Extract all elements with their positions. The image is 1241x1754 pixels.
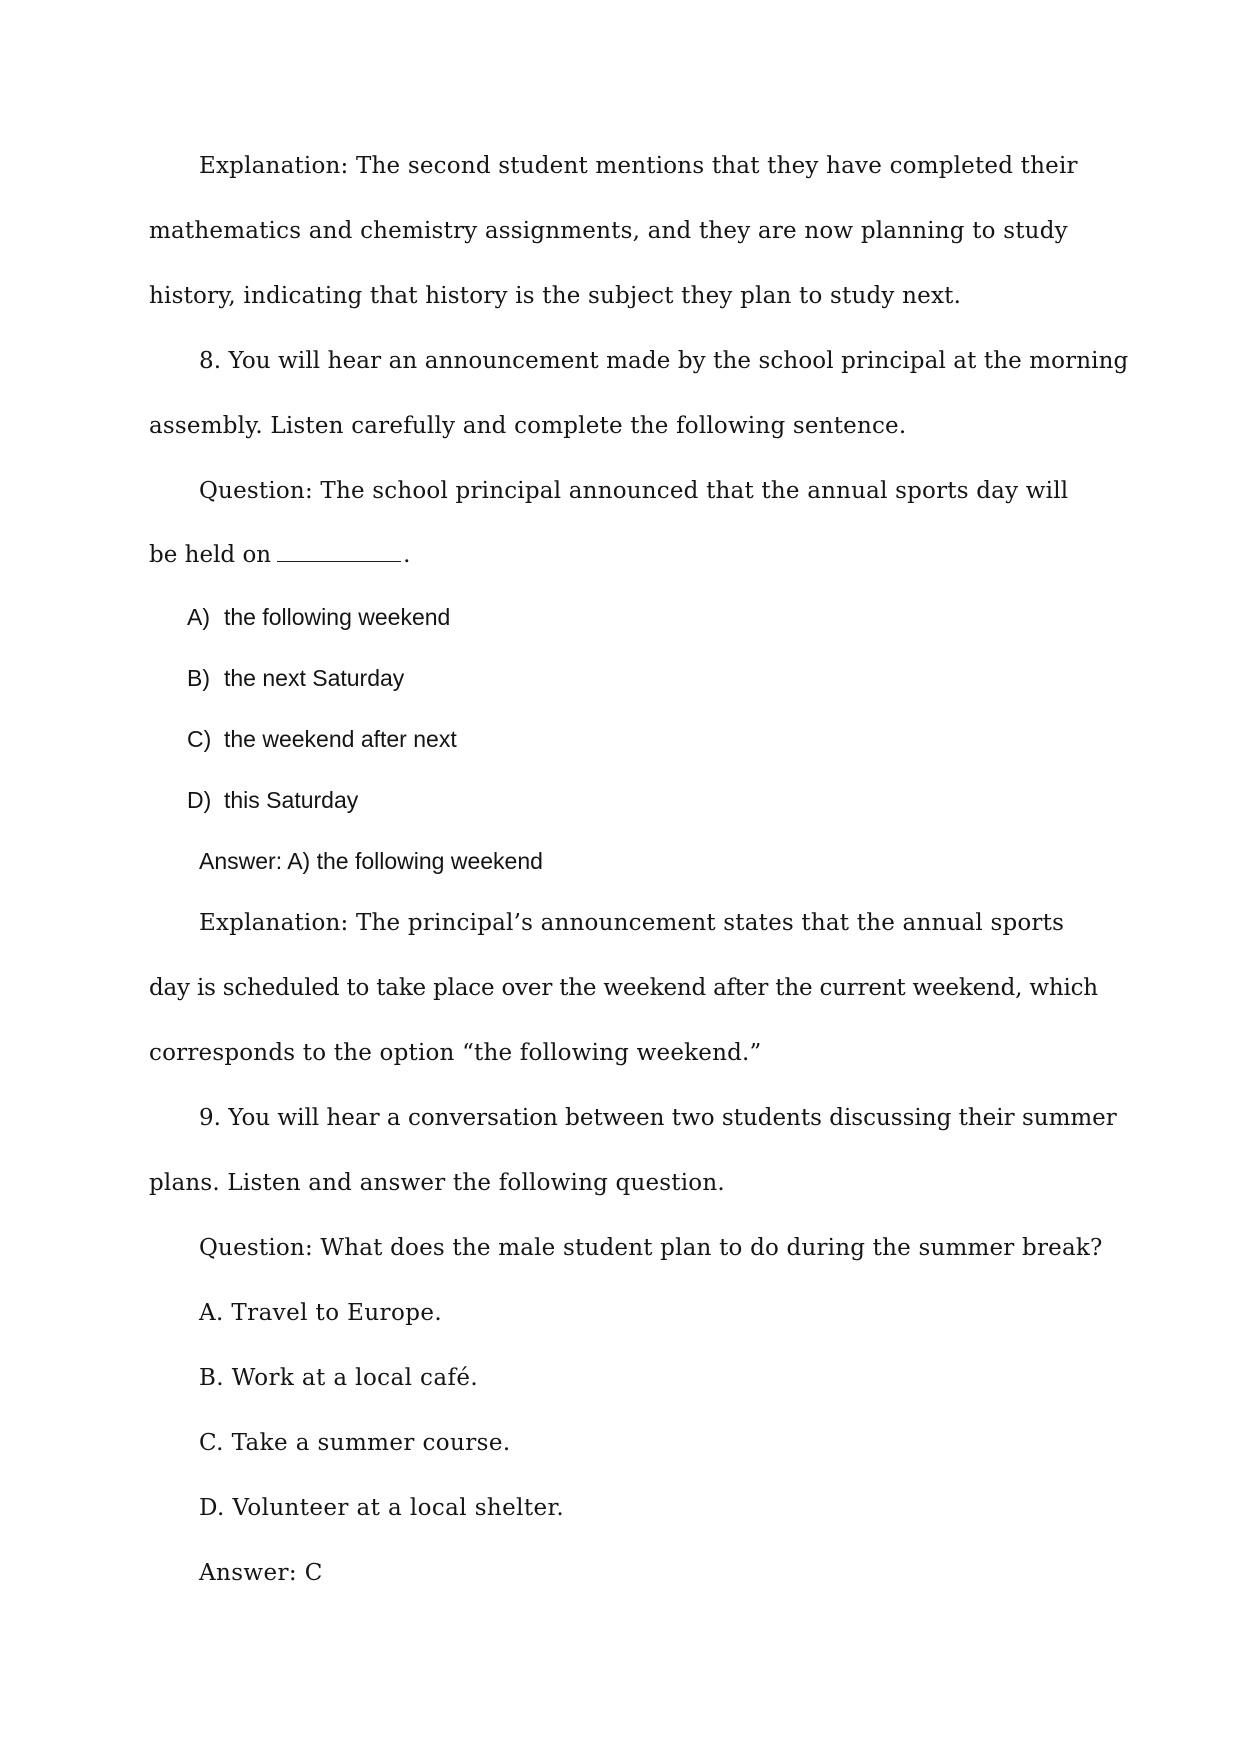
option-c-label: C) [187, 726, 212, 752]
option-d-label: D) [187, 787, 212, 813]
question-8-answer: Answer: A) the following weekend [199, 848, 543, 874]
question-9-answer: Answer: C [199, 1560, 323, 1586]
question-9-option-b: B. Work at a local café. [199, 1365, 479, 1391]
option-a-text: the following weekend [224, 604, 451, 630]
question-8-explanation-line-2: day is scheduled to take place over the weekend after the current weekend, which [149, 975, 1098, 1001]
option-b-label: B) [187, 665, 210, 691]
option-d-text: this Saturday [224, 787, 359, 813]
question-8-prompt-line-1: 8. You will hear an announcement made by the school principal at the morning [199, 348, 1129, 374]
question-9-option-a: A. Travel to Europe. [199, 1300, 443, 1326]
question-8-option-c [187, 728, 457, 751]
option-a-label: A) [187, 604, 210, 630]
question-8-text-start: be held on [149, 542, 272, 568]
answer-blank [277, 545, 401, 562]
option-c-text: the weekend after next [224, 726, 457, 752]
option-b-text: the next Saturday [224, 665, 405, 691]
question-8-option-d [187, 789, 358, 812]
question-9-text: Question: What does the male student plan to do during the summer break? [199, 1235, 1103, 1261]
explanation-7-line-3: history, indicating that history is the subject they plan to study next. [149, 283, 962, 309]
question-8-prompt-line-2: assembly. Listen carefully and complete the following sentence. [149, 413, 907, 439]
question-9-prompt-line-2: plans. Listen and answer the following question. [149, 1170, 725, 1196]
question-8-text-line-1: Question: The school principal announced that the annual sports day will [199, 478, 1069, 504]
question-8-explanation-line-1: Explanation: The principal’s announcement states that the annual sports [199, 910, 1065, 936]
question-8-text-line-2 [149, 544, 410, 567]
question-8-option-b [187, 667, 404, 690]
question-9-option-c: C. Take a summer course. [199, 1430, 511, 1456]
explanation-7-line-1: Explanation: The second student mentions that they have completed their [199, 153, 1078, 179]
question-9-prompt-line-1: 9. You will hear a conversation between two students discussing their summer [199, 1105, 1117, 1131]
question-8-text-end: . [403, 542, 411, 568]
question-8-explanation-line-3: corresponds to the option “the following weekend.” [149, 1040, 762, 1066]
question-9-option-d: D. Volunteer at a local shelter. [199, 1495, 565, 1521]
question-8-option-a [187, 606, 450, 629]
explanation-7-line-2: mathematics and chemistry assignments, and they are now planning to study [149, 218, 1068, 244]
